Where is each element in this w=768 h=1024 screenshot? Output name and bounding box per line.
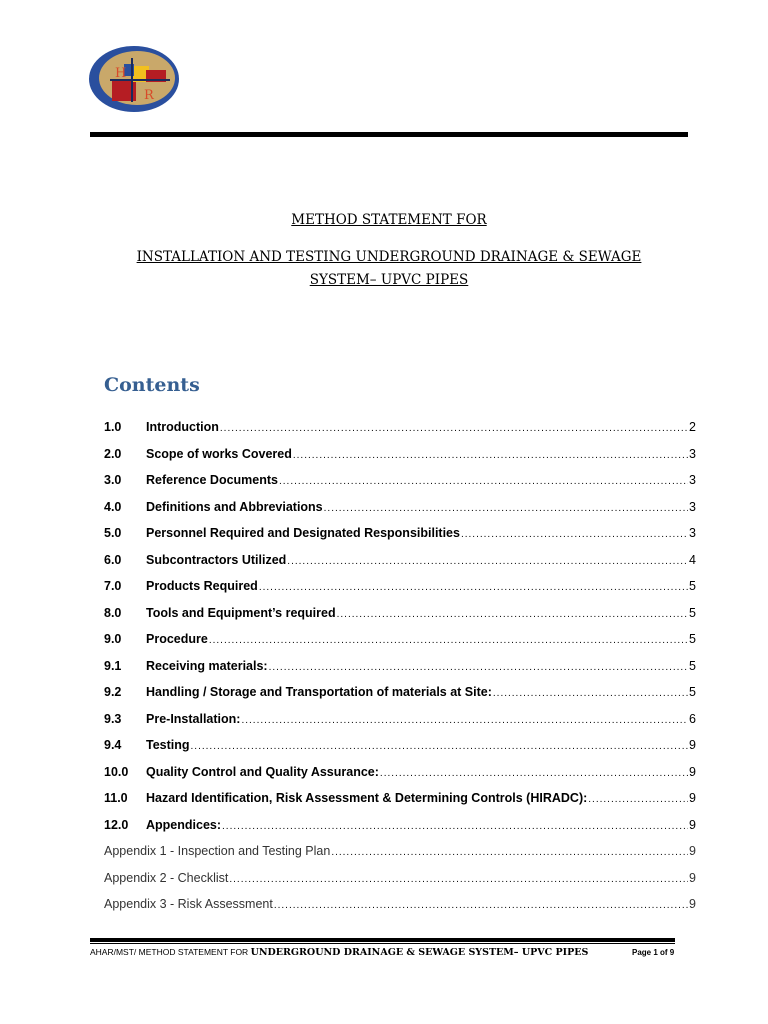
toc-entry-page: 9 bbox=[689, 844, 696, 858]
toc-entry[interactable] bbox=[104, 579, 696, 606]
toc-entry[interactable] bbox=[104, 659, 696, 686]
header-rule bbox=[90, 132, 688, 137]
toc-dot-leader bbox=[461, 529, 688, 540]
page-footer bbox=[90, 947, 690, 958]
toc-dot-leader bbox=[588, 794, 688, 805]
toc-entry[interactable] bbox=[104, 553, 696, 580]
toc-entry-number: 7.0 bbox=[104, 579, 122, 593]
toc-entry[interactable] bbox=[104, 765, 696, 792]
toc-dot-leader bbox=[337, 609, 688, 620]
toc-entry-page: 5 bbox=[689, 605, 696, 620]
toc-entry[interactable] bbox=[104, 738, 696, 765]
toc-entry-number: 9.4 bbox=[104, 738, 122, 752]
toc-entry-number: 9.0 bbox=[104, 632, 122, 646]
toc-entry[interactable] bbox=[104, 632, 696, 659]
toc-entry-number: 3.0 bbox=[104, 473, 122, 487]
toc-entry-page: 9 bbox=[689, 791, 696, 805]
toc-dot-leader bbox=[222, 821, 688, 832]
toc-entry-page: 9 bbox=[689, 764, 696, 779]
toc-entry-page: 9 bbox=[689, 870, 696, 885]
toc-dot-leader bbox=[209, 635, 688, 646]
logo-letter-r: R bbox=[144, 88, 154, 103]
toc-entry-number: 2.0 bbox=[104, 446, 122, 461]
toc-entry[interactable] bbox=[104, 526, 696, 553]
toc-entry-title: Receiving materials: bbox=[146, 658, 268, 673]
toc-dot-leader bbox=[229, 874, 688, 885]
toc-dot-leader bbox=[191, 741, 689, 752]
toc-dot-leader bbox=[324, 503, 688, 514]
document-title-line-2 bbox=[90, 246, 688, 292]
footer-rule-thin bbox=[90, 943, 675, 944]
toc-entry-page: 5 bbox=[689, 685, 696, 699]
document-title-line-1: METHOD STATEMENT FOR bbox=[291, 212, 487, 228]
toc-dot-leader bbox=[380, 768, 688, 779]
toc-entry-title: Pre-Installation: bbox=[146, 711, 241, 726]
toc-entry-page: 3 bbox=[689, 473, 696, 487]
toc-entry-title: Appendix 3 - Risk Assessment bbox=[104, 897, 273, 911]
toc-entry-page: 9 bbox=[689, 817, 696, 832]
footer-page-number: Page 1 of 9 bbox=[632, 948, 675, 957]
toc-dot-leader bbox=[259, 582, 688, 593]
toc-dot-leader bbox=[493, 688, 688, 699]
footer-title: UNDERGROUND DRAINAGE & SEWAGE SYSTEM– UPVC PIPES bbox=[250, 947, 589, 958]
toc-entry[interactable] bbox=[104, 500, 696, 527]
toc-entry-number: 9.2 bbox=[104, 685, 122, 699]
toc-entry-number: 4.0 bbox=[104, 499, 122, 514]
toc-entry-title: Handling / Storage and Transportation of materials at Site: bbox=[146, 685, 492, 699]
toc-entry-page: 6 bbox=[689, 711, 696, 726]
toc-entry[interactable] bbox=[104, 818, 696, 845]
toc-entry-page: 9 bbox=[689, 897, 696, 911]
toc-entry-page: 5 bbox=[689, 579, 696, 593]
toc-entry[interactable] bbox=[104, 871, 696, 898]
toc-entry-number: 11.0 bbox=[104, 791, 128, 805]
toc-entry-title: Appendix 1 - Inspection and Testing Plan bbox=[104, 844, 331, 858]
company-logo bbox=[88, 44, 182, 114]
toc-entry-title: Tools and Equipment’s required bbox=[146, 605, 336, 620]
footer-rule bbox=[90, 938, 675, 942]
toc-entry[interactable] bbox=[104, 447, 696, 474]
toc-entry-number: 12.0 bbox=[104, 817, 129, 832]
toc-dot-leader bbox=[331, 847, 688, 858]
toc-entry-title: Appendices: bbox=[146, 817, 222, 832]
toc-entry-title: Introduction bbox=[146, 420, 219, 434]
toc-entry-title: Quality Control and Quality Assurance: bbox=[146, 764, 379, 779]
toc-entry-page: 3 bbox=[689, 526, 696, 540]
toc-entry-title: Subcontractors Utilized bbox=[146, 552, 287, 567]
toc-entry[interactable] bbox=[104, 685, 696, 712]
toc-entry-title: Testing bbox=[146, 738, 190, 752]
toc-dot-leader bbox=[241, 715, 688, 726]
toc-dot-leader bbox=[220, 423, 688, 434]
toc-entry-number: 8.0 bbox=[104, 605, 122, 620]
toc-entry[interactable] bbox=[104, 897, 696, 924]
toc-entry-page: 9 bbox=[689, 738, 696, 752]
document-title-subject: INSTALLATION AND TESTING UNDERGROUND DRAINAGE & SEWAGE bbox=[136, 249, 642, 265]
toc-entry-title: Personnel Required and Designated Responsibilities bbox=[146, 526, 460, 540]
logo-letter-h: H bbox=[115, 66, 127, 81]
toc-entry-title: Appendix 2 - Checklist bbox=[104, 870, 229, 885]
toc-entry-page: 5 bbox=[689, 658, 696, 673]
toc-entry-page: 3 bbox=[689, 446, 696, 461]
toc-entry-title: Hazard Identification, Risk Assessment & Determining Controls (HIRADC): bbox=[146, 791, 588, 805]
toc-entry-page: 2 bbox=[689, 420, 696, 434]
toc-entry-title: Procedure bbox=[146, 632, 208, 646]
toc-entry[interactable] bbox=[104, 420, 696, 447]
table-of-contents bbox=[104, 420, 696, 924]
toc-entry-title: Scope of works Covered bbox=[146, 446, 292, 461]
toc-entry[interactable] bbox=[104, 606, 696, 633]
toc-entry[interactable] bbox=[104, 844, 696, 871]
toc-entry-page: 5 bbox=[689, 632, 696, 646]
toc-dot-leader bbox=[279, 476, 688, 487]
toc-entry[interactable] bbox=[104, 473, 696, 500]
toc-entry-title: Definitions and Abbreviations bbox=[146, 499, 323, 514]
toc-entry[interactable] bbox=[104, 791, 696, 818]
toc-entry-page: 4 bbox=[689, 552, 696, 567]
toc-dot-leader bbox=[287, 556, 688, 567]
toc-entry-title: Products Required bbox=[146, 579, 258, 593]
contents-heading: Contents bbox=[104, 374, 200, 396]
toc-entry-number: 1.0 bbox=[104, 420, 122, 434]
toc-dot-leader bbox=[293, 450, 688, 461]
toc-entry-number: 5.0 bbox=[104, 526, 122, 540]
document-title-system: SYSTEM– UPVC PIPES bbox=[309, 272, 469, 288]
toc-dot-leader bbox=[269, 662, 688, 673]
toc-entry-number: 10.0 bbox=[104, 764, 129, 779]
toc-dot-leader bbox=[274, 900, 688, 911]
toc-entry[interactable] bbox=[104, 712, 696, 739]
toc-entry-number: 9.3 bbox=[104, 711, 122, 726]
toc-entry-page: 3 bbox=[689, 499, 696, 514]
toc-entry-title: Reference Documents bbox=[146, 473, 278, 487]
toc-entry-number: 6.0 bbox=[104, 552, 122, 567]
toc-entry-number: 9.1 bbox=[104, 658, 122, 673]
footer-prefix: AHAR/MST/ METHOD STATEMENT FOR bbox=[90, 947, 251, 957]
